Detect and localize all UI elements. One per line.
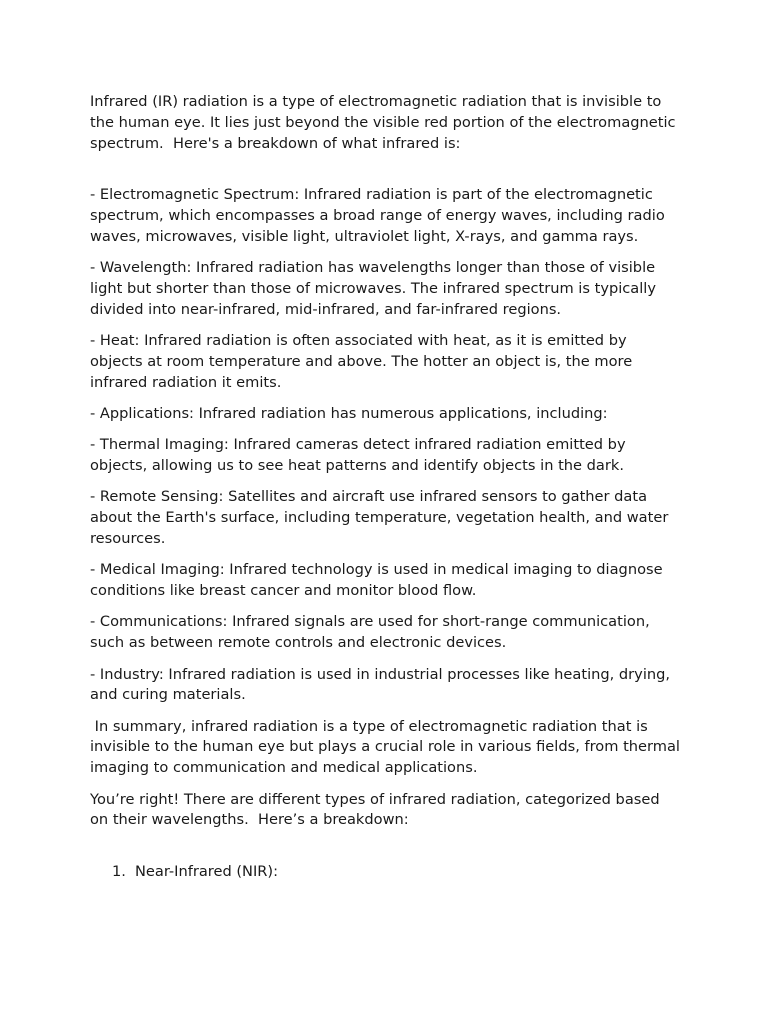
bullet-remote-sensing: - Remote Sensing: Satellites and aircraft use infrared sensors to gather data about the Earth's surface, including temperature, vegetation health, and water resources.	[90, 488, 673, 548]
summary-paragraph: In summary, infrared radiation is a type of electromagnetic radiation that is invisible to the human eye but plays a crucial role in various fields, from thermal imaging to communication and medical applications.	[90, 717, 685, 777]
list-item-text: Near-Infrared (NIR):	[135, 863, 279, 881]
bullet-applications: - Applications: Infrared radiation has numerous applications, including:	[90, 405, 608, 423]
bullet-electromagnetic-spectrum: - Electromagnetic Spectrum: Infrared radiation is part of the electromagnetic spectrum, which encompasses a broad range of energy waves, including radio waves, microwaves, visible light, ultraviolet light, X-rays, and gamma rays.	[90, 186, 670, 245]
bullet-industry: - Industry: Infrared radiation is used in industrial processes like heating, drying, and curing materials.	[90, 665, 675, 704]
list-item-number: 1.	[112, 863, 126, 881]
bullet-communications: - Communications: Infrared signals are used for short-range communication, such as between remote controls and electronic devices.	[90, 613, 655, 652]
numbered-list	[90, 862, 682, 883]
list-item	[90, 862, 682, 883]
intro-paragraph: Infrared (IR) radiation is a type of electromagnetic radiation that is invisible to the human eye. It lies just beyond the visible red portion of the electromagnetic spectrum. Here's a breakdown of what infrared is:	[90, 93, 681, 152]
bullet-medical-imaging: - Medical Imaging: Infrared technology is used in medical imaging to diagnose conditions like breast cancer and monitor blood flow.	[90, 561, 668, 600]
bullet-wavelength: - Wavelength: Infrared radiation has wavelengths longer than those of visible light but shorter than those of microwaves. The infrared spectrum is typically divided into near-infrared, mid-infrared, and far-infrared regions.	[90, 259, 661, 318]
bullet-thermal-imaging: - Thermal Imaging: Infrared cameras detect infrared radiation emitted by objects, allowing us to see heat patterns and identify objects in the dark.	[90, 436, 631, 475]
followup-paragraph: You’re right! There are different types of infrared radiation, categorized based on their wavelengths. Here’s a breakdown:	[90, 790, 665, 829]
bullet-heat: - Heat: Infrared radiation is often associated with heat, as it is emitted by objects at room temperature and above. The hotter an object is, the more infrared radiation it emits.	[90, 332, 637, 391]
document-page	[90, 92, 685, 883]
